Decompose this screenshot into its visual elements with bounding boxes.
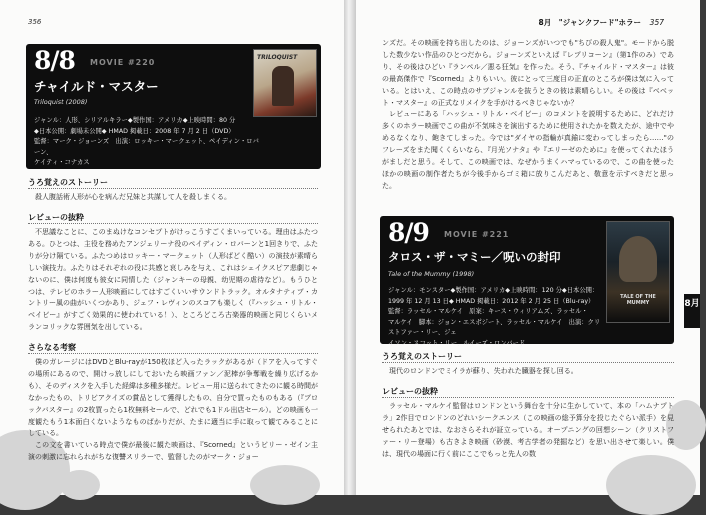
left-page [0, 0, 344, 495]
poster-figure [619, 236, 657, 282]
movie-card [380, 216, 674, 347]
movie-title: チャイルド・マスター [34, 79, 159, 94]
story-text: 現代のロンドンでミイラが蘇り、失われた臓器を探し回る。 [389, 367, 578, 375]
month-tab: 8月 [684, 294, 700, 328]
page-number: 357 [649, 18, 664, 27]
page-number: 356 [28, 18, 42, 26]
entry-date: 8/9 [388, 218, 429, 247]
review-heading: レビューの抜粋 [382, 387, 438, 396]
original-title: Tale of the Mummy (1998) [388, 270, 475, 278]
info-line: 1999 年 12 月 13 日◆ HMAD 掲載日：2012 年 2 月 25 日（Blu-ray） [388, 297, 595, 305]
right-page [356, 0, 700, 495]
original-title: Triloquist (2008) [34, 98, 88, 106]
poster-title: TRILOQUIST [257, 54, 298, 61]
info-line: 監督：ラッセル・マルケイ 原案：キース・ウィリアムズ、ラッセル・ [388, 308, 588, 315]
movie-poster [606, 221, 670, 323]
story-heading: うろ覚えのストーリー [382, 352, 462, 361]
info-line: 監督：マーク・ジョーンズ 出演：ロッキー・マークェット、ペイディン・ロバーン、 [34, 138, 259, 156]
review-text: ラッセル・マルケイ監督はロンドンという舞台を十分に生かしていて、本の「ハムナプトラ」2作目でロンドンのどれいシークエンス（この映画の総予算分を投じたぐらい派手）を見せられたあとでは、なおさらそれが証立っている。オープニングの回想シーン（クリストファー・リー登場）も古きよき映画（砂漠、考古学者の発掘など）を思い出させて楽しい。僕は、現代の場面に行く前にここでもっと先人の数 [382, 402, 674, 458]
info-line: ケイティ・コナカス [34, 159, 90, 166]
divider [28, 223, 318, 224]
divider [28, 353, 318, 354]
movie-number: MOVIE #221 [444, 230, 510, 239]
book-gutter [344, 0, 356, 495]
info-line: ジャンル：人形、シリアルキラー◆製作国：アメリカ◆上映時間：80 分 [34, 117, 236, 124]
review-text: 不思議なことに、このまぬけなコンセプトがけっこうすごくまいっている。理由はふたつある。ひとつは、主役を務めたアンジェリーナ役のペイディン・ロバーンと1回きりで、ふたりが分け隔ている。ふたつめはロッキー・マークェット（人形ばどく酷い）の演技が素晴らしい演技力。ふたりはそれぞれの役に共感と哀しみを与え、これはシェイクスピア悲劇じゃないのに、僕は何度も彼女に同情した（ジャンキーの母親、幼児期の虐待など）。もうひとつは、テレビのホラー人形映画にしてはすごくいいサウンドトラック。オルタナティブ・カントリー風の曲がいくつかあり、ジェフ・レヴィンのスコアも楽しく（『ハッシュ・リトル・ベイビー』がすごく効果的に使われている！）、ところどころ古楽器的映画と同じくらいメランコリックな雰囲気を出している。 [28, 228, 318, 332]
movie-poster [253, 49, 317, 117]
divider [382, 397, 674, 398]
divider [382, 362, 674, 363]
poster-title: TALE OF THE MUMMY [620, 294, 656, 306]
story-heading: うろ覚えのストーリー [28, 178, 108, 187]
entry-date: 8/8 [34, 46, 75, 75]
movie-title: タロス・ザ・マミー／呪いの封印 [388, 250, 561, 264]
aside-text: 僕のガレージにはDVDとBlu-rayが150枚ほど入ったラックがあるが（ドアを入ってすぐの場所にあるので、開けっ放しにしておいたら映画ファン／泥棒が争奪戦を繰り広げるかも）、そのディスクを入手した経緯は多種多様だ。レビュー用に送られてきたのに観る時間がなかったもの、トリビアクイズの賞品として獲得したもの、自分で買ったものもある（『ブロックバスター』の2枚買ったら1枚無料セールで、どれでも1ドル出店セール）。どの映画も一度観たもう1本面白くないようなものばかりだが、たまに適当に手に取って観てみることにしている。 この文を書いている時点で僕が最後に観た映画は、『Scorned』というビリー・ゼイン主演の刺激に忘れられがちな復讐スリラーで、監督したのがマーク・ジョー [28, 358, 318, 462]
info-line: ジャンル：モンスター◆製作国：アメリカ◆上映時間：120 分◆日本公開： [388, 287, 599, 294]
movie-number: MOVIE #220 [90, 58, 156, 67]
movie-info [388, 286, 603, 349]
info-line: イソン・スコット・リー、ルイーズ・ロンバード [388, 339, 526, 347]
movie-card [26, 44, 321, 169]
review-heading: レビューの抜粋 [28, 213, 84, 222]
info-line: ◆日本公開：劇場未公開◆ HMAD 掲載日：2008 年 7 月 2 日（DVD） [34, 127, 235, 135]
running-head: 8月 "ジャンクフード"ホラー 357 [538, 18, 664, 27]
movie-info [34, 116, 264, 169]
aside-heading: さらなる考察 [28, 343, 76, 352]
poster-figure [272, 66, 294, 106]
story-text: 殺人腹話術人形が心を病んだ兄妹と共謀して人を殺しまくる。 [35, 193, 231, 201]
divider [28, 188, 318, 189]
continued-text: ンズだ。その映画を持ち出したのは、ジョーンズがいつでも"ちびの殺人鬼"。モードから脱した数少ない作品のひとつだから。ジョーンズといえば『レプリコーン』（第1作のみ）であり、その後はひどい『ランペル／悪る狂気』を作った。そう、『チャイルド・マスター』は彼の最高傑作で『Scorned』よりもいい。彼にとって三度目の正直のところが僕は気に入っている。とはいえ、この時点のサブジャンルを抜うときの彼は素晴らしい。その後は『ベベット・マスター』の正式なリメイクを手がけるべきじゃないか？ レビューにある「ハッシュ・リトル・ベイビー」のコメントを説明するために、どれだけ多くのホラー映画でこの曲が不気味さを演出するために使用されたかを数えたが、途中でやめるなくなり、飽きてしまった。今では"ダイヤの指輪が真鍮に変わってしまったら……"のフレーズをまた聞くくらいなら、『月光ソナタ』や『エリーゼのために』を使ってくれたほうがましだと思う。そして、この映画では、なぜかうまくハマっているので、この曲を使ったほかの映画の制作者たちが今後手からゴミ箱に放りこんだあと、敬意を示すべきだと思った。 [382, 39, 674, 190]
info-line: マルケイ 脚本：ジョン・エスポジート、ラッセル・マルケイ 出演：クリストファー・リー、ジェ [388, 318, 601, 336]
